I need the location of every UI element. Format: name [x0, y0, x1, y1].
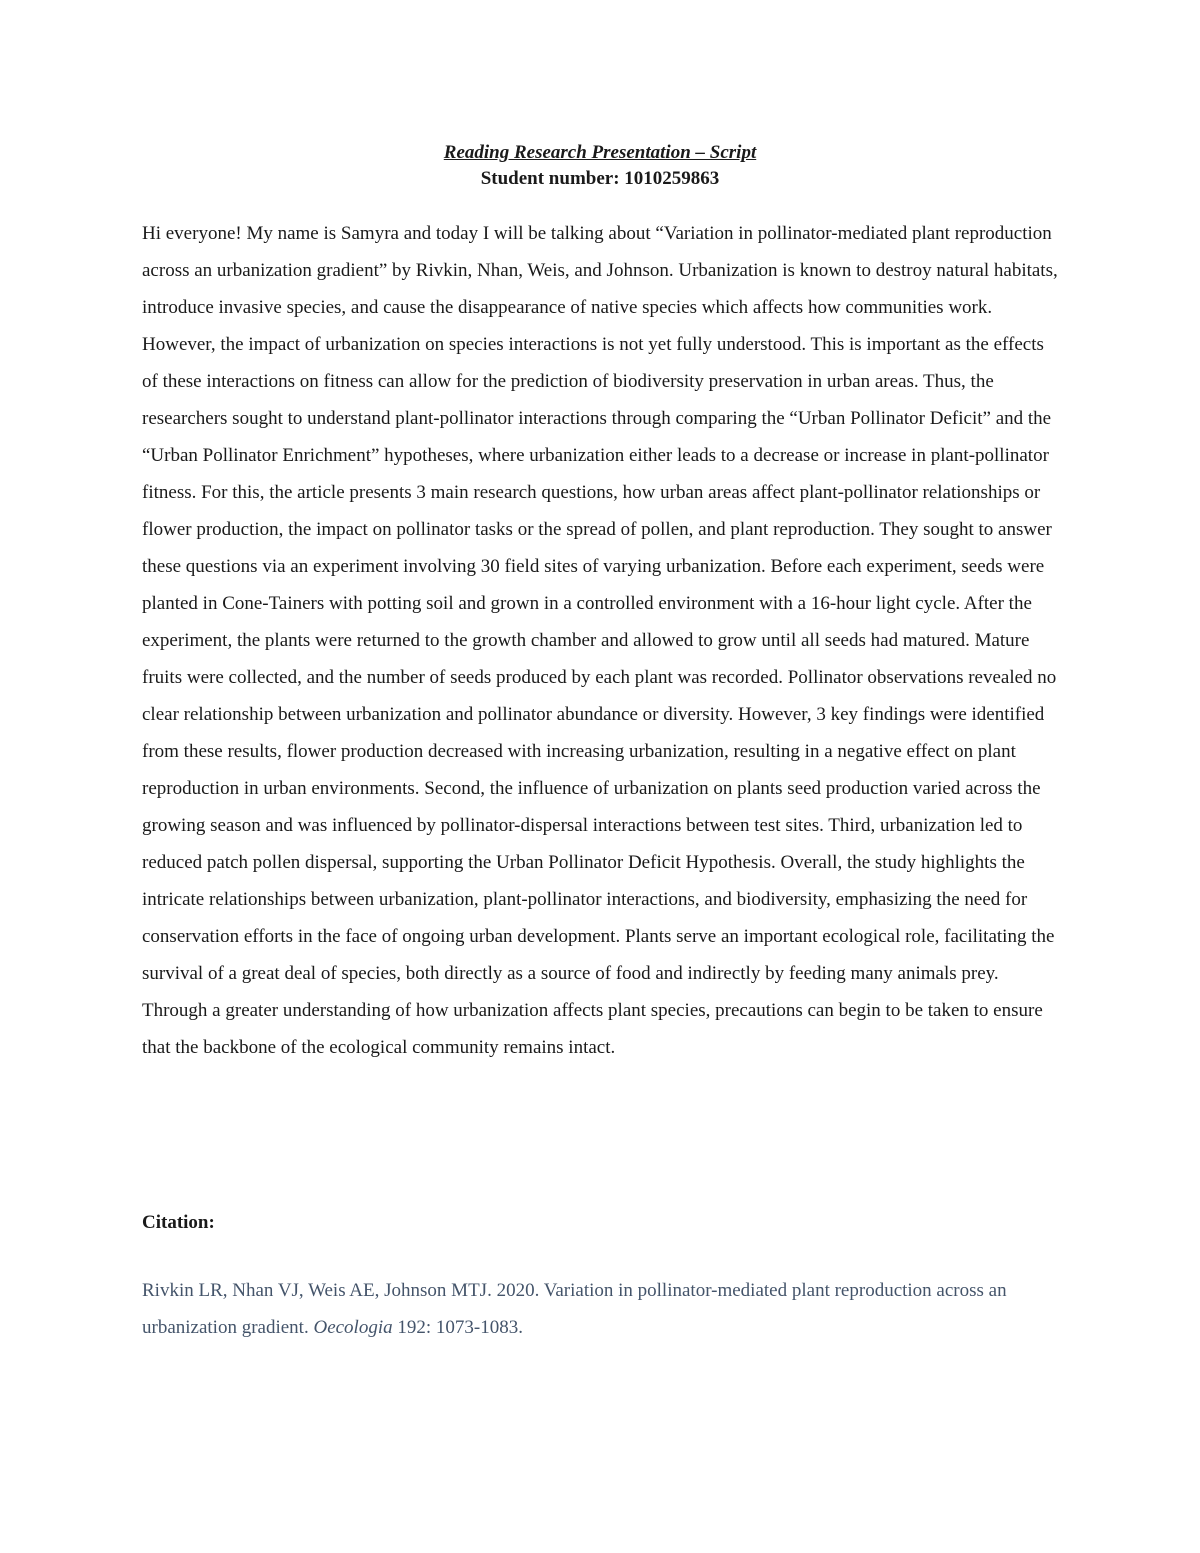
citation-journal: Oecologia [313, 1317, 393, 1338]
citation-authors-title: Rivkin LR, Nhan VJ, Weis AE, Johnson MTJ. 2020. Variation in pollinator-mediated plant reproduction across an urbanization gradient. [142, 1280, 1007, 1338]
document-title: Reading Research Presentation – Script [443, 142, 757, 163]
citation-volume-pages: 192: 1073-1083. [392, 1317, 523, 1338]
document-header [0, 140, 1200, 192]
citation-reference [142, 1272, 1060, 1346]
citation-heading: Citation: [142, 1212, 215, 1233]
student-number: Student number: 1010259863 [480, 168, 720, 189]
body-paragraph: Hi everyone! My name is Samyra and today I will be talking about “Variation in pollinator-mediated plant reproduction across an urbanization gradient” by Rivkin, Nhan, Weis, and Johnson. Urbanization is known to destroy natural habitats, introduce invasive species, and cause the disappearance of native species which affects how communities work. However, the impact of urbanization on species interactions is not yet fully understood. This is important as the effects of these interactions on fitness can allow for the prediction of biodiversity preservation in urban areas. Thus, the researchers sought to understand plant-pollinator interactions through comparing the “Urban Pollinator Deficit” and the “Urban Pollinator Enrichment” hypotheses, where urbanization either leads to a decrease or increase in plant-pollinator fitness. For this, the article presents 3 main research questions, how urban areas affect plant-pollinator relationships or flower production, the impact on pollinator tasks or the spread of pollen, and plant reproduction. They sought to answer these questions via an experiment involving 30 field sites of varying urbanization. Before each experiment, seeds were planted in Cone-Tainers with potting soil and grown in a controlled environment with a 16-hour light cycle. After the experiment, the plants were returned to the growth chamber and allowed to grow until all seeds had matured. Mature fruits were collected, and the number of seeds produced by each plant was recorded. Pollinator observations revealed no clear relationship between urbanization and pollinator abundance or diversity. However, 3 key findings were identified from these results, flower production decreased with increasing urbanization, resulting in a negative effect on plant reproduction in urban environments. Second, the influence of urbanization on plants seed production varied across the growing season and was influenced by pollinator-dispersal interactions between test sites. Third, urbanization led to reduced patch pollen dispersal, supporting the Urban Pollinator Deficit Hypothesis. Overall, the study highlights the intricate relationships between urbanization, plant-pollinator interactions, and biodiversity, emphasizing the need for conservation efforts in the face of ongoing urban development. Plants serve an important ecological role, facilitating the survival of a great deal of species, both directly as a source of food and indirectly by feeding many animals prey. Through a greater understanding of how urbanization affects plant species, precautions can begin to be taken to ensure that the backbone of the ecological community remains intact. [142, 223, 1058, 1058]
